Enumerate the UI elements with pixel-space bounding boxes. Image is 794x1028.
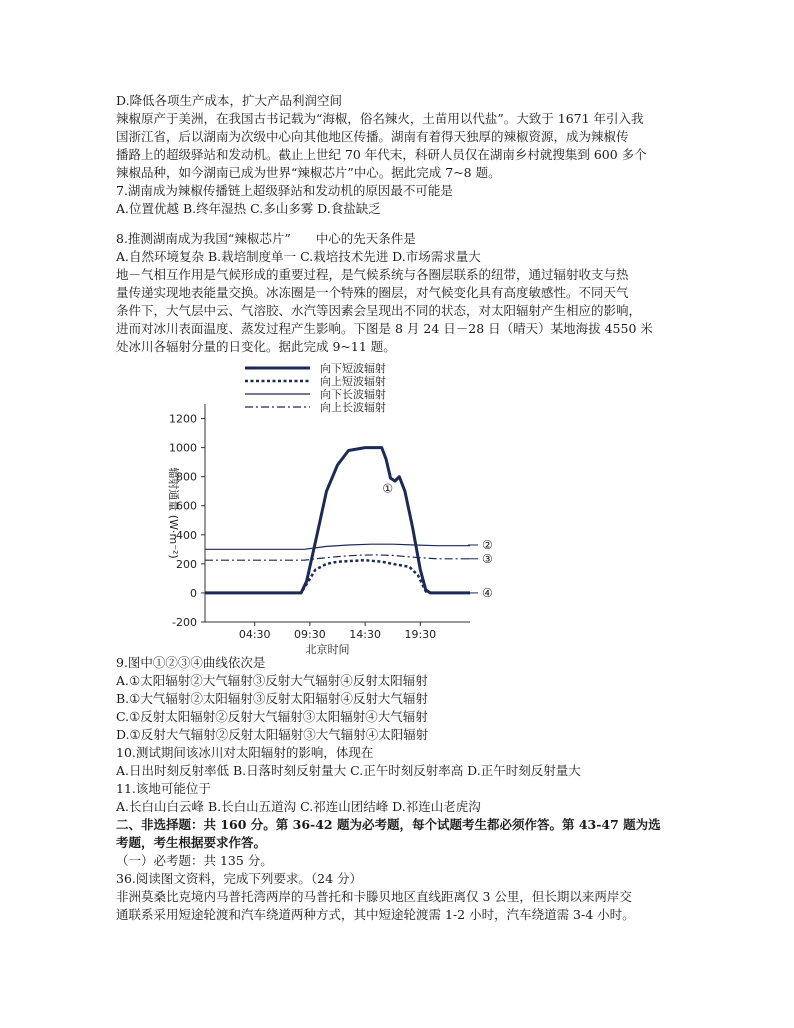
text-line: 进而对冰川表面温度、蒸发过程产生影响。下图是 8 月 24 日－28 日（晴天）某地海拔 4550 米	[116, 321, 653, 336]
text-line: 条件下，大气层中云、气溶胶、水汽等因素会呈现出不同的状态，对太阳辐射产生相应的影响，	[116, 303, 642, 318]
x-tick-label: 14:30	[349, 628, 381, 641]
text-line: D.降低各项生产成本，扩大产品利润空间	[116, 93, 343, 108]
text-line: 非洲莫桑比克境内马普托湾两岸的马普托和卡滕贝地区直线距离仅 3 公里，但长期以来两岸交	[116, 889, 632, 904]
text-line: 播路上的超级驿站和发动机。截止上世纪 70 年代末，科研人员仅在湖南乡村就搜集到 600 多个	[116, 147, 647, 162]
series-line	[205, 544, 470, 549]
subsection-heading: （一）必考题：共 135 分。	[116, 853, 273, 868]
question-9: 9.图中①②③④曲线依次是	[116, 655, 266, 670]
x-tick-label: 09:30	[294, 628, 326, 641]
series-marker: ②	[482, 537, 493, 552]
chart-series	[205, 448, 493, 600]
legend-label: 向下短波辐射	[320, 362, 386, 375]
series-marker: ④	[482, 585, 493, 600]
section-heading: 二、非选择题：共 160 分。第 36-42 题为必考题，每个试题考生都必须作答。第 43-47 题为选	[116, 817, 661, 832]
x-tick-label: 04:30	[238, 628, 271, 641]
question-8-options: A.自然环境复杂 B.栽培制度单一 C.栽培技术先进 D.市场需求量大	[116, 249, 481, 264]
x-tick-label: 19:30	[404, 628, 437, 641]
y-tick-label: 1200	[169, 412, 197, 426]
question-10-options: A.日出时刻反射率低 B.日落时刻反射量大 C.正午时刻反射率高 D.正午时刻反射量大	[116, 763, 581, 778]
y-tick-label: 400	[176, 528, 197, 542]
text-line: 辣椒原产于美洲，在我国古书记载为“海椒，俗名辣火，土苗用以代盐”。大致于 1671 年引入我	[116, 111, 644, 126]
series-line	[205, 555, 470, 560]
text-line: 处冰川各辐射分量的日变化。据此完成 9~11 题。	[116, 339, 396, 354]
series-marker: ①	[382, 481, 394, 496]
section-heading-cont: 考题，考生根据要求作答。	[116, 835, 267, 850]
series-line	[205, 448, 470, 593]
question-11: 11.该地可能位于	[116, 781, 211, 796]
question-7: 7.湖南成为辣椒传播链上超级驿站和发动机的原因最不可能是	[116, 183, 453, 198]
legend-label: 向上短波辐射	[320, 375, 386, 388]
text-line: 辣椒品种，如今湖南已成为世界“辣椒芯片”中心。据此完成 7~8 题。	[116, 165, 501, 180]
question-7-options: A.位置优越 B.终年湿热 C.多山多雾 D.食盐缺乏	[116, 201, 381, 216]
chart-legend	[245, 361, 386, 414]
legend-label: 向下长波辐射	[320, 388, 386, 401]
x-axis-label: 北京时间	[305, 643, 350, 656]
y-tick-label: 200	[176, 557, 197, 571]
y-tick-label: 800	[176, 470, 197, 484]
text-line: 通联系采用短途轮渡和汽车绕道两种方式，其中短途轮渡需 1-2 小时，汽车绕道需 3-4 小时。	[116, 907, 635, 922]
y-tick-label: 1000	[169, 441, 197, 455]
text-line: 量传递实现地表能量交换。冰冻圈是一个特殊的圈层，对气候变化具有高度敏感性。不同天气	[116, 285, 629, 300]
text-line: 地－气相互作用是气候形成的重要过程，是气候系统与各圈层联系的纽带，通过辐射收支与热	[116, 267, 629, 282]
y-axis-label: 辐射通量 (W·m⁻²)	[167, 467, 180, 559]
y-tick-label: 0	[190, 586, 197, 600]
question-8: 8.推测湖南成为我国“辣椒芯片” 中心的先天条件是	[116, 231, 416, 246]
option-b: B.①大气辐射②太阳辐射③反射太阳辐射④反射大气辐射	[116, 691, 428, 706]
radiation-chart	[160, 360, 500, 660]
question-10: 10.测试期间该冰川对太阳辐射的影响，体现在	[116, 745, 374, 760]
question-36: 36.阅读图文资料，完成下列要求。（24 分）	[116, 871, 363, 886]
series-line	[205, 560, 470, 593]
y-tick-label: 600	[176, 499, 197, 513]
question-11-options: A.长白山白云峰 B.长白山五道沟 C.祁连山团结峰 D.祁连山老虎沟	[116, 799, 481, 814]
option-d: D.①反射大气辐射②反射太阳辐射③大气辐射④太阳辐射	[116, 727, 429, 742]
option-a: A.①太阳辐射②大气辐射③反射大气辐射④反射太阳辐射	[116, 673, 428, 688]
option-c: C.①反射太阳辐射②反射大气辐射③太阳辐射④大气辐射	[116, 709, 428, 724]
text-line: 国浙江省，后以湖南为次级中心向其他地区传播。湖南有着得天独厚的辣椒资源，成为辣椒传	[116, 129, 629, 144]
series-marker: ③	[482, 551, 493, 566]
y-tick-label: -200	[172, 616, 197, 629]
legend-label: 向上长波辐射	[320, 401, 386, 414]
